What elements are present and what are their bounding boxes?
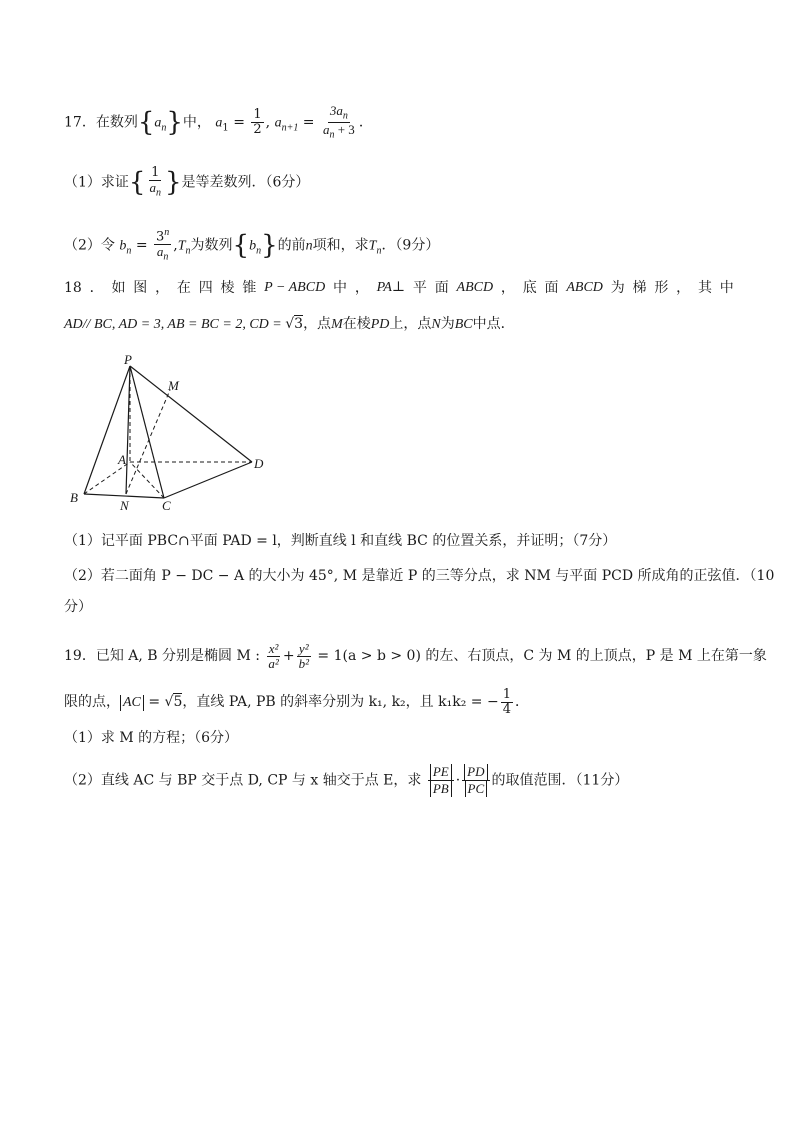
p18-line1-word: PA⊥ bbox=[376, 280, 406, 295]
label-N: N bbox=[120, 498, 129, 513]
p19-mid: 的左、右顶点，C 为 M 的上顶点，P 是 M 上在第一象 bbox=[420, 648, 767, 665]
p18-line1-word: 其 bbox=[697, 280, 712, 296]
brace-right: } bbox=[166, 107, 183, 138]
p17-part2-comma: , bbox=[173, 237, 178, 254]
p18-text2: 在棱 bbox=[342, 316, 371, 332]
p17-recur-den bbox=[321, 123, 357, 141]
p17-part1-den bbox=[147, 181, 163, 199]
p17-T-n: n bbox=[185, 245, 191, 257]
problem-19-line2 bbox=[64, 688, 734, 716]
p17-part2-eq: = bbox=[131, 237, 153, 254]
segment-NM bbox=[126, 390, 170, 494]
p17-seq-b: b bbox=[249, 238, 257, 254]
p17-part1-den-n: n bbox=[155, 187, 161, 199]
problem-19-part2 bbox=[64, 764, 734, 797]
p19-AC-abs: AC bbox=[120, 695, 144, 711]
p18-line1-word: 锥 bbox=[242, 280, 257, 296]
p19-dot: · bbox=[455, 772, 461, 789]
p18-text1: ，点 bbox=[303, 316, 332, 332]
p18-line1-word: 中 bbox=[333, 280, 347, 296]
p17-an1: a bbox=[274, 115, 282, 131]
p19-a2: a² bbox=[268, 655, 279, 671]
p19-x-frac bbox=[266, 642, 280, 670]
p18-line1-word: ， bbox=[155, 280, 170, 296]
p18-line1-word: 中 bbox=[719, 280, 734, 296]
problem-18-line1 bbox=[64, 277, 734, 299]
p17-part2-prefix: （2）令 bbox=[64, 237, 115, 254]
p17-T2-n: n bbox=[376, 245, 382, 257]
p17-bn-three: 3 bbox=[156, 229, 165, 245]
p17-bn-den-a: a bbox=[156, 243, 164, 259]
p17-recur-num-sub: n bbox=[342, 110, 348, 122]
p17-recur-num bbox=[328, 104, 350, 123]
p19-prefix: 19．已知 A, B 分别是椭圆 M : bbox=[64, 648, 260, 665]
edge-PD bbox=[130, 366, 252, 462]
label-P: P bbox=[124, 352, 132, 367]
p18-M: M bbox=[331, 317, 343, 332]
p17-half-num: 1 bbox=[253, 107, 262, 123]
p18-line1-word: 面 bbox=[544, 280, 559, 296]
p18-line1-word: P − ABCD bbox=[264, 280, 326, 295]
p18-text4: 为 bbox=[440, 316, 455, 332]
p18-line1-word: 图 bbox=[133, 280, 148, 296]
p19-line2-end: ． bbox=[514, 694, 529, 711]
p19-PD: PD bbox=[464, 764, 487, 780]
p17-seq-n: n bbox=[161, 122, 167, 134]
p19-ratio1 bbox=[428, 764, 454, 797]
p17-bn-den-n: n bbox=[163, 251, 169, 263]
p17-seq-b-n: n bbox=[256, 245, 262, 257]
p19-y2: y² bbox=[298, 641, 309, 656]
p19-quarter bbox=[501, 688, 513, 716]
p18-line1-word: ， bbox=[676, 280, 691, 296]
p17-part1-num: 1 bbox=[151, 165, 160, 180]
p17-end: ． bbox=[358, 114, 373, 131]
label-M: M bbox=[168, 378, 179, 393]
p19-part2-suffix: 的取值范围．（11分） bbox=[491, 772, 629, 789]
p19-ratio2-den bbox=[463, 781, 490, 797]
p18-line1-word: 在 bbox=[176, 280, 191, 296]
p17-recur-den-sub: n bbox=[329, 129, 335, 141]
p19-b2: b² bbox=[298, 655, 309, 671]
p18-conditions: AD// BC, AD = 3, AB = BC = 2, CD = bbox=[64, 317, 286, 332]
label-C: C bbox=[162, 498, 171, 513]
p17-T2: T bbox=[368, 238, 377, 254]
problem-19-part1: （1）求 M 的方程；（6分） bbox=[64, 730, 239, 746]
label-A: A bbox=[118, 452, 126, 467]
pyramid-figure bbox=[66, 352, 276, 514]
p17-n-var: n bbox=[305, 238, 313, 254]
p18-line1-word: 底 bbox=[522, 280, 537, 296]
p19-ratio1-den bbox=[428, 781, 454, 797]
p19-x2: x² bbox=[268, 641, 279, 656]
p19-ratio2-num bbox=[462, 764, 489, 781]
p17-prefix: 17．在数列 bbox=[64, 114, 138, 131]
problem-18-line2 bbox=[64, 313, 734, 336]
label-D: D bbox=[254, 456, 264, 471]
p19-line2-prefix: 限的点， bbox=[64, 694, 120, 711]
p17-sub1: 1 bbox=[222, 122, 229, 134]
p18-text5: 中点． bbox=[472, 316, 515, 332]
p18-line1-word: ． bbox=[89, 280, 104, 296]
edge-CD bbox=[164, 462, 252, 498]
p18-line1-word: 梯 bbox=[632, 280, 647, 296]
p17-b-n: n bbox=[126, 245, 132, 257]
p18-line1-word: 平 bbox=[412, 280, 427, 296]
p19-y-frac bbox=[297, 642, 311, 670]
p18-line1-word: 如 bbox=[111, 280, 126, 296]
p17-sub-n1: n+1 bbox=[281, 122, 299, 134]
p18-line1-word: ， bbox=[354, 280, 369, 296]
p17-mid: 中， bbox=[182, 114, 211, 131]
problem-17-part2 bbox=[64, 228, 734, 263]
p17-recur-den-text: a bbox=[322, 122, 330, 138]
brace-right: } bbox=[164, 167, 182, 198]
p18-line1-word: 为 bbox=[610, 280, 625, 296]
brace-left: { bbox=[128, 167, 146, 198]
p17-comma: , bbox=[265, 114, 271, 131]
p18-line1-word: ABCD bbox=[456, 280, 494, 295]
p18-BC: BC bbox=[454, 317, 473, 332]
p18-line1-word: ， bbox=[500, 280, 515, 296]
p17-bn-num bbox=[154, 228, 171, 245]
p17-part2-mid3: 项和，求 bbox=[312, 237, 369, 254]
p17-half-den: 2 bbox=[253, 122, 262, 138]
p18-line1-word: 18 bbox=[64, 280, 82, 296]
p19-sqrt5: 5 bbox=[173, 694, 183, 711]
p17-T: T bbox=[177, 238, 186, 254]
p17-bn-sup: n bbox=[164, 227, 170, 238]
p18-PD: PD bbox=[370, 317, 390, 332]
p17-part2-mid2: 的前 bbox=[277, 237, 306, 254]
p17-part2-mid: 为数列 bbox=[190, 237, 233, 254]
p17-recur-frac bbox=[321, 104, 357, 141]
p19-quarter-num: 1 bbox=[502, 687, 511, 702]
p17-part1-frac bbox=[147, 166, 163, 199]
p18-line1-word: 四 bbox=[198, 280, 213, 296]
p19-part2-prefix: （2）直线 AC 与 BP 交于点 D, CP 与 x 轴交于点 E，求 bbox=[64, 772, 422, 789]
sqrt-sign: √ bbox=[164, 694, 174, 711]
brace-left: { bbox=[137, 107, 155, 138]
p17-recur-num-text: 3a bbox=[329, 103, 343, 118]
p19-ratio2 bbox=[462, 764, 489, 797]
p17-part2-suffix: ．（9分） bbox=[381, 237, 440, 254]
p18-line1-word: 形 bbox=[654, 280, 669, 296]
problem-19-stem: 19．已知 A, B 分别是椭圆 M : $\frac{\text{x²}}{\text{a²}}$ + $\frac{\text{y²}}{\text{b²}}$ = 1(a > b > 0) 的左、右顶点，C 为 M 的上顶点，P 是 M 上在第一象 bbox=[64, 641, 767, 671]
edge-PN bbox=[126, 366, 130, 494]
p18-line1-word: ABCD bbox=[566, 280, 603, 295]
brace-left: { bbox=[232, 230, 250, 261]
p19-PE: PE bbox=[430, 764, 452, 780]
label-B: B bbox=[70, 490, 78, 505]
p19-quarter-den: 4 bbox=[502, 701, 511, 717]
brace-right: } bbox=[261, 230, 278, 261]
problem-18-part1: （1）记平面 PBC∩平面 PAD = l，判断直线 l 和直线 BC 的位置关系，并证明；（7分） bbox=[64, 533, 617, 549]
p19-PC: PC bbox=[465, 781, 488, 797]
p17-seq-a: a bbox=[154, 115, 162, 131]
p19-eq: = bbox=[143, 694, 165, 711]
problem-18-part2: （2）若二面角 P − DC − A 的大小为 45°, M 是靠近 P 的三等分点，求 NM 与平面 PCD 所成角的正弦值．（10 bbox=[64, 568, 775, 584]
problem-17-part1 bbox=[64, 166, 734, 199]
p18-text3: 上，点 bbox=[389, 316, 432, 332]
p17-a1: a bbox=[215, 115, 223, 131]
problem-18-part2-cont: 分） bbox=[64, 599, 92, 615]
p18-N: N bbox=[431, 317, 441, 332]
problem-17-stem bbox=[64, 104, 734, 141]
edge-PB bbox=[84, 366, 130, 494]
p17-eq2: = bbox=[298, 114, 319, 131]
p19-line2-mid: ，直线 PA, PB 的斜率分别为 k₁, k₂，且 k₁k₂ = − bbox=[182, 694, 499, 711]
p19-ratio1-num bbox=[428, 764, 454, 781]
edge-PC bbox=[130, 366, 164, 498]
p17-part1-suffix: 是等差数列．（6分） bbox=[181, 174, 310, 191]
p17-part1-den-a: a bbox=[149, 179, 156, 195]
p18-sqrt3: 3 bbox=[294, 316, 304, 332]
p19-PB: PB bbox=[430, 781, 452, 797]
pyramid-diagram bbox=[66, 352, 276, 514]
p17-b: b bbox=[119, 238, 127, 254]
p18-line1-word: 面 bbox=[434, 280, 449, 296]
p17-part1-prefix: （1）求证 bbox=[64, 174, 129, 191]
p19-eq1: = 1(a > b > 0) bbox=[312, 648, 421, 665]
sqrt-sign: √ bbox=[285, 316, 295, 332]
p17-bn-den bbox=[155, 245, 171, 263]
p17-bn-frac bbox=[154, 228, 171, 263]
p17-half bbox=[251, 108, 263, 136]
p17-eq: = bbox=[228, 114, 250, 131]
p18-line1-word: 棱 bbox=[220, 280, 235, 296]
p17-plus3: + 3 bbox=[334, 122, 355, 138]
